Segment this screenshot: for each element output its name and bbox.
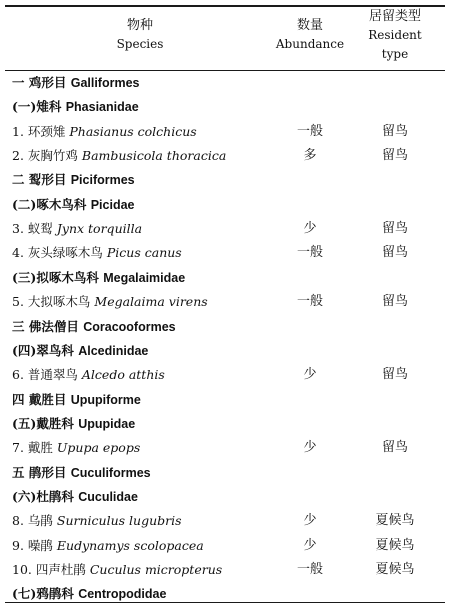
chinese-name: (一)雉科 — [12, 99, 62, 115]
resident-type-cell: 夏候鸟 — [375, 562, 415, 577]
row-name — [12, 464, 151, 482]
row-name — [12, 342, 148, 360]
row-name — [12, 74, 140, 92]
abundance-cell: 少 — [303, 440, 317, 456]
chinese-name: 4. 灰头绿啄木鸟 — [12, 245, 103, 261]
scientific-name: Upupidae — [78, 416, 136, 431]
abundance-cell: 一般 — [296, 245, 323, 261]
chinese-name: (三)拟啄木鸟科 — [12, 269, 99, 285]
row-name — [12, 366, 165, 384]
scientific-name: Megalaima virens — [94, 294, 208, 310]
table-bottom-rule — [5, 602, 445, 603]
chinese-name: 8. 乌鹃 — [12, 513, 53, 529]
species-row — [0, 509, 451, 533]
species-row — [0, 290, 451, 314]
header-species-en: Species — [116, 37, 164, 51]
chinese-name: 6. 普通翠鸟 — [12, 367, 78, 383]
row-name — [12, 318, 176, 336]
scientific-name: Bambusicola thoracica — [81, 148, 227, 164]
chinese-name: 10. 四声杜鹃 — [12, 562, 86, 577]
scientific-name: Centropodidae — [78, 587, 167, 602]
abundance-cell: 一般 — [296, 562, 323, 577]
abundance-cell: 少 — [303, 367, 317, 383]
species-row — [0, 558, 451, 582]
abundance-cell: 少 — [303, 513, 317, 529]
scientific-name: Cuculidae — [78, 489, 138, 504]
row-name — [12, 123, 197, 141]
scientific-name: Alcedinidae — [78, 343, 149, 358]
chinese-name: 9. 噪鹃 — [12, 537, 53, 553]
abundance-cell: 少 — [303, 537, 317, 553]
chinese-name: (七)鸦鹃科 — [12, 586, 74, 602]
family-row — [0, 339, 451, 363]
chinese-name: 1. 环颈雉 — [12, 123, 66, 139]
scientific-name: Cuculus micropterus — [89, 562, 223, 577]
order-row — [0, 71, 451, 95]
chinese-name: 四 戴胜目 — [12, 391, 67, 407]
resident-type-cell: 留鸟 — [381, 148, 408, 164]
scientific-name: Galliformes — [70, 76, 140, 90]
species-row — [0, 363, 451, 387]
scientific-name: Picus canus — [106, 245, 182, 261]
family-row — [0, 485, 451, 509]
resident-type-cell: 夏候鸟 — [375, 537, 415, 553]
scientific-name: Phasianidae — [65, 100, 139, 115]
row-name — [12, 439, 140, 457]
species-row — [0, 534, 451, 558]
row-name — [12, 537, 204, 555]
row-name — [12, 561, 222, 579]
header-abundance-en: Abundance — [275, 37, 345, 51]
scientific-name: Upupa epops — [56, 440, 141, 456]
chinese-name: (六)杜鹃科 — [12, 488, 74, 504]
row-name — [12, 171, 135, 189]
abundance-cell: 多 — [303, 148, 317, 164]
scientific-name: Surniculus lugubris — [56, 513, 182, 529]
row-name — [12, 415, 135, 433]
abundance-cell: 一般 — [296, 294, 323, 310]
resident-type-cell: 留鸟 — [381, 367, 408, 383]
header-species-cn: 物种 — [126, 18, 153, 33]
row-name — [12, 512, 182, 530]
row-name — [12, 585, 166, 603]
family-row — [0, 266, 451, 290]
row-name — [12, 196, 134, 214]
chinese-name: (二)啄木鸟科 — [12, 196, 87, 212]
resident-type-cell: 留鸟 — [381, 123, 408, 139]
header-resident-en1: Resident — [368, 28, 422, 42]
resident-type-cell: 留鸟 — [381, 221, 408, 237]
family-row — [0, 193, 451, 217]
scientific-name: Coracooformes — [83, 319, 176, 334]
species-row — [0, 436, 451, 460]
order-row — [0, 388, 451, 412]
family-row — [0, 412, 451, 436]
header-abundance-cn: 数量 — [296, 18, 323, 33]
chinese-name: 二 䴕形目 — [12, 172, 67, 188]
chinese-name: 三 佛法僧目 — [12, 318, 79, 334]
chinese-name: 5. 大拟啄木鸟 — [12, 294, 91, 310]
scientific-name: Eudynamys scolopacea — [56, 537, 204, 553]
scientific-name: Upupiforme — [70, 392, 141, 407]
resident-type-cell: 留鸟 — [381, 245, 408, 261]
scientific-name: Piciformes — [70, 173, 135, 188]
chinese-name: 一 鸡形目 — [12, 75, 67, 90]
header-abundance — [262, 16, 358, 54]
scientific-name: Picidae — [90, 197, 135, 212]
scientific-name: Alcedo atthis — [81, 367, 165, 383]
chinese-name: (四)翠鸟科 — [12, 342, 74, 358]
scientific-name: Megalaimidae — [103, 270, 186, 285]
row-name — [12, 391, 141, 409]
resident-type-cell: 留鸟 — [381, 440, 408, 456]
row-name — [12, 147, 226, 165]
header-species — [80, 16, 200, 54]
chinese-name: 2. 灰胸竹鸡 — [12, 148, 78, 164]
abundance-cell: 一般 — [296, 123, 323, 139]
header-resident-cn: 居留类型 — [368, 9, 421, 24]
order-row — [0, 168, 451, 192]
header-resident — [352, 7, 438, 64]
chinese-name: 7. 戴胜 — [12, 440, 53, 456]
row-name — [12, 269, 185, 287]
header-resident-en2: type — [381, 47, 409, 61]
chinese-name: 3. 蚁䴕 — [12, 221, 53, 237]
row-name — [12, 220, 142, 238]
row-name — [12, 98, 139, 116]
resident-type-cell: 夏候鸟 — [375, 513, 415, 529]
order-row — [0, 315, 451, 339]
row-name — [12, 293, 208, 311]
chinese-name: (五)戴胜科 — [12, 415, 74, 431]
species-row — [0, 241, 451, 265]
scientific-name: Cuculiformes — [70, 465, 151, 480]
scientific-name: Jynx torquilla — [56, 221, 143, 237]
family-row — [0, 95, 451, 119]
chinese-name: 五 鹃形目 — [12, 464, 67, 480]
row-name — [12, 244, 182, 262]
row-name — [12, 488, 138, 506]
species-row — [0, 144, 451, 168]
abundance-cell: 少 — [303, 221, 317, 237]
species-row — [0, 120, 451, 144]
species-row — [0, 217, 451, 241]
scientific-name: Phasianus colchicus — [69, 123, 197, 139]
resident-type-cell: 留鸟 — [381, 294, 408, 310]
order-row — [0, 461, 451, 485]
